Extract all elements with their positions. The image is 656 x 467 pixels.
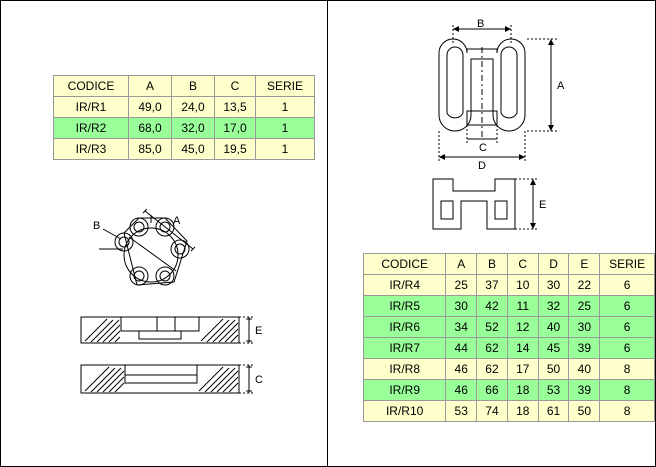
cell-c: 10 [507,275,538,296]
cell-serie: 1 [256,97,315,118]
cell-c: 18 [507,401,538,422]
clamp-plan-view [81,197,261,307]
cell-d: 30 [538,275,569,296]
cell-serie: 6 [600,317,655,338]
clamp-section-upper [79,311,269,349]
table-header-row [364,254,655,275]
column-header-codice: CODICE [54,76,129,97]
table-row [364,275,655,296]
cell-a: 30 [446,296,477,317]
bracket-section-view [425,171,565,241]
cell-c: 17 [507,359,538,380]
table-row [364,296,655,317]
cell-a: 34 [446,317,477,338]
column-header-a: A [446,254,477,275]
cell-a: 25 [446,275,477,296]
cell-c: 11 [507,296,538,317]
cell-e: 25 [569,296,600,317]
dim-label-d: D [478,160,486,169]
table-row [54,139,315,160]
cell-d: 61 [538,401,569,422]
column-header-serie: SERIE [256,76,315,97]
column-header-b: B [477,254,508,275]
cell-codice: IR/R2 [54,118,129,139]
cell-codice: IR/R7 [364,338,446,359]
cell-c: 18 [507,380,538,401]
dim-label-b: B [477,19,485,30]
cell-e: 39 [569,380,600,401]
column-header-d: D [538,254,569,275]
column-header-b: B [172,76,215,97]
table-row [364,380,655,401]
cell-b: 66 [477,380,508,401]
cell-codice: IR/R6 [364,317,446,338]
cell-d: 53 [538,380,569,401]
cell-a: 53 [446,401,477,422]
cell-e: 22 [569,275,600,296]
table-row [364,338,655,359]
cell-e: 39 [569,338,600,359]
cell-serie: 1 [256,118,315,139]
dim-label-b: B [93,220,101,232]
table-header-row [54,76,315,97]
column-header-serie: SERIE [600,254,655,275]
cell-codice: IR/R10 [364,401,446,422]
cell-serie: 6 [600,338,655,359]
cell-d: 45 [538,338,569,359]
cell-a: 85,0 [129,139,172,160]
cell-b: 45,0 [172,139,215,160]
cell-e: 30 [569,317,600,338]
table-row [364,401,655,422]
cell-e: 40 [569,359,600,380]
cell-a: 46 [446,359,477,380]
cell-d: 40 [538,317,569,338]
table-row [364,317,655,338]
cell-a: 68,0 [129,118,172,139]
cell-c: 13,5 [215,97,256,118]
cell-b: 42 [477,296,508,317]
dim-label-c: C [479,142,487,154]
dim-label-a: A [173,215,181,227]
column-header-e: E [569,254,600,275]
cell-a: 49,0 [129,97,172,118]
cell-codice: IR/R9 [364,380,446,401]
cell-d: 50 [538,359,569,380]
column-header-a: A [129,76,172,97]
column-header-c: C [215,76,256,97]
cell-c: 19,5 [215,139,256,160]
cell-c: 17,0 [215,118,256,139]
cell-c: 12 [507,317,538,338]
cell-b: 32,0 [172,118,215,139]
codice-table-series-1 [53,75,315,160]
cell-b: 52 [477,317,508,338]
cell-serie: 1 [256,139,315,160]
cell-codice: IR/R5 [364,296,446,317]
sheet-divider [327,1,328,466]
cell-codice: IR/R8 [364,359,446,380]
table-row [54,118,315,139]
dim-label-c: C [255,374,263,386]
cell-serie: 8 [600,359,655,380]
cell-serie: 8 [600,401,655,422]
table-row [364,359,655,380]
cell-serie: 8 [600,380,655,401]
cell-codice: IR/R4 [364,275,446,296]
cell-b: 24,0 [172,97,215,118]
cell-c: 14 [507,338,538,359]
cell-b: 74 [477,401,508,422]
dim-label-e: E [539,199,547,211]
cell-b: 37 [477,275,508,296]
clamp-section-lower [79,359,269,401]
column-header-c: C [507,254,538,275]
cell-d: 32 [538,296,569,317]
cell-e: 50 [569,401,600,422]
cell-serie: 6 [600,296,655,317]
dim-label-a: A [557,80,565,92]
cell-codice: IR/R3 [54,139,129,160]
cell-b: 62 [477,338,508,359]
cell-codice: IR/R1 [54,97,129,118]
cell-a: 44 [446,338,477,359]
codice-table-series-2 [363,253,655,422]
cell-b: 62 [477,359,508,380]
bracket-front-view [401,19,581,169]
dim-label-e: E [255,325,263,337]
cell-a: 46 [446,380,477,401]
column-header-codice: CODICE [364,254,446,275]
cell-serie: 6 [600,275,655,296]
table-row [54,97,315,118]
